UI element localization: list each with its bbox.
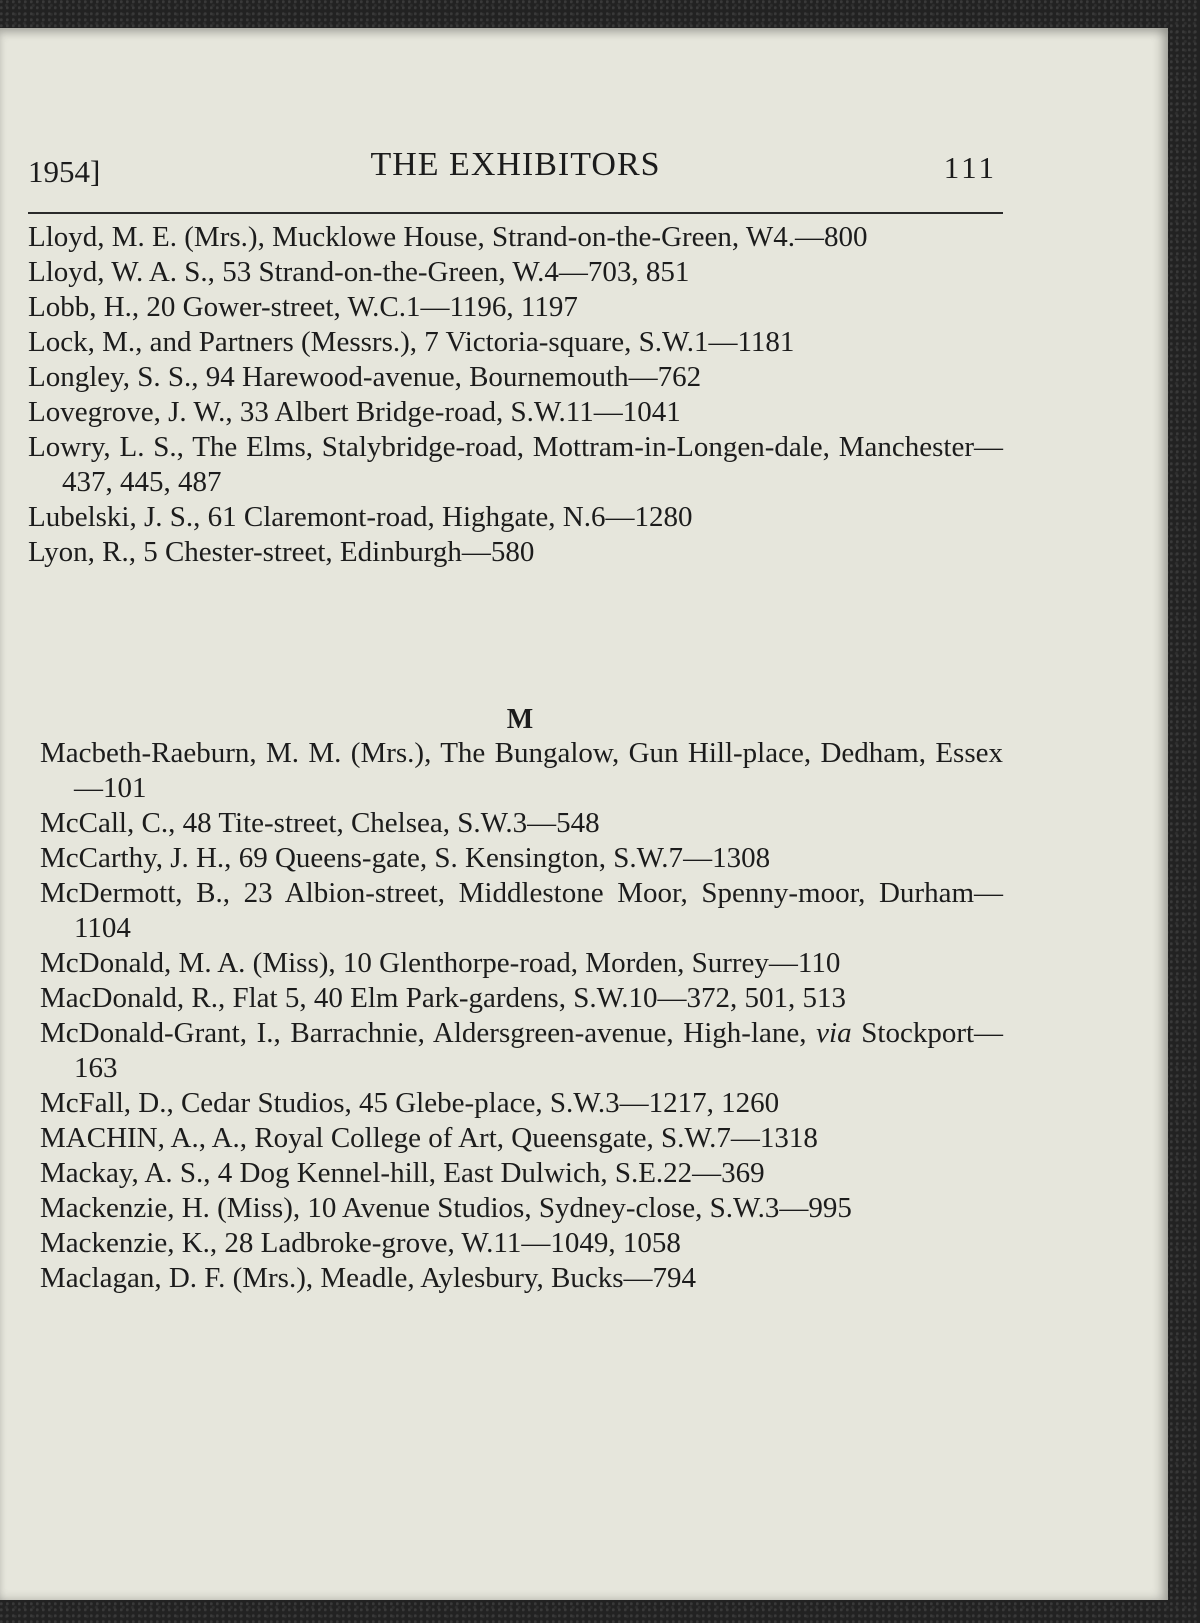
list-item: Mackenzie, H. (Miss), 10 Avenue Studios, Sydney-close, S.W.3—995 [40, 1192, 852, 1224]
list-item: Lubelski, J. S., 61 Claremont-road, Highgate, N.6—1280 [28, 501, 693, 533]
list-item: Lloyd, M. E. (Mrs.), Mucklowe House, Strand-on-the-Green, W4.—800 [28, 221, 868, 253]
list-item: Lyon, R., 5 Chester-street, Edinburgh—580 [28, 536, 535, 568]
list-item: McCarthy, J. H., 69 Queens-gate, S. Kensington, S.W.7—1308 [40, 842, 771, 874]
list-item: Lovegrove, J. W., 33 Albert Bridge-road, S.W.11—1041 [28, 396, 681, 428]
list-item: Lock, M., and Partners (Messrs.), 7 Victoria-square, S.W.1—1181 [28, 326, 795, 358]
list-item: McFall, D., Cedar Studios, 45 Glebe-place, S.W.3—1217, 1260 [40, 1087, 780, 1119]
section-heading-m: M [506, 704, 534, 735]
running-header [28, 146, 1003, 194]
entry-list-m [40, 736, 1003, 1296]
list-item: McDermott, B., 23 Albion-street, Middlestone Moor, Spenny-moor, Durham—1104 [40, 877, 1004, 944]
entry-list-l [28, 220, 1003, 570]
list-item: Mackenzie, K., 28 Ladbroke-grove, W.11—1049, 1058 [40, 1227, 681, 1259]
list-item: McCall, C., 48 Tite-street, Chelsea, S.W.3—548 [40, 807, 600, 839]
list-item: Lloyd, W. A. S., 53 Strand-on-the-Green, W.4—703, 851 [28, 256, 690, 288]
list-item: MacDonald, R., Flat 5, 40 Elm Park-gardens, S.W.10—372, 501, 513 [40, 982, 847, 1014]
list-item: McDonald-Grant, I., Barrachnie, Aldersgreen-avenue, High-lane, via Stockport—163 [40, 1017, 1004, 1084]
list-item: Lowry, L. S., The Elms, Stalybridge-road, Mottram-in-Longen-dale, Manchester—437, 445, 487 [28, 431, 1003, 498]
list-item: Longley, S. S., 94 Harewood-avenue, Bournemouth—762 [28, 361, 702, 393]
list-item: Macbeth-Raeburn, M. M. (Mrs.), The Bungalow, Gun Hill-place, Dedham, Essex—101 [40, 737, 1003, 804]
page-number: 111 [943, 150, 997, 185]
list-item: Mackay, A. S., 4 Dog Kennel-hill, East Dulwich, S.E.22—369 [40, 1157, 765, 1189]
book-page [0, 28, 1168, 1600]
list-item: Maclagan, D. F. (Mrs.), Meadle, Aylesbury, Bucks—794 [40, 1262, 697, 1294]
header-rule [28, 212, 1003, 214]
list-item: Lobb, H., 20 Gower-street, W.C.1—1196, 1197 [28, 291, 578, 323]
list-item: McDonald, M. A. (Miss), 10 Glenthorpe-road, Morden, Surrey—110 [40, 947, 841, 979]
page-title: THE EXHIBITORS [370, 146, 661, 183]
list-item: MACHIN, A., A., Royal College of Art, Queensgate, S.W.7—1318 [40, 1122, 818, 1154]
header-year: 1954] [28, 154, 101, 189]
